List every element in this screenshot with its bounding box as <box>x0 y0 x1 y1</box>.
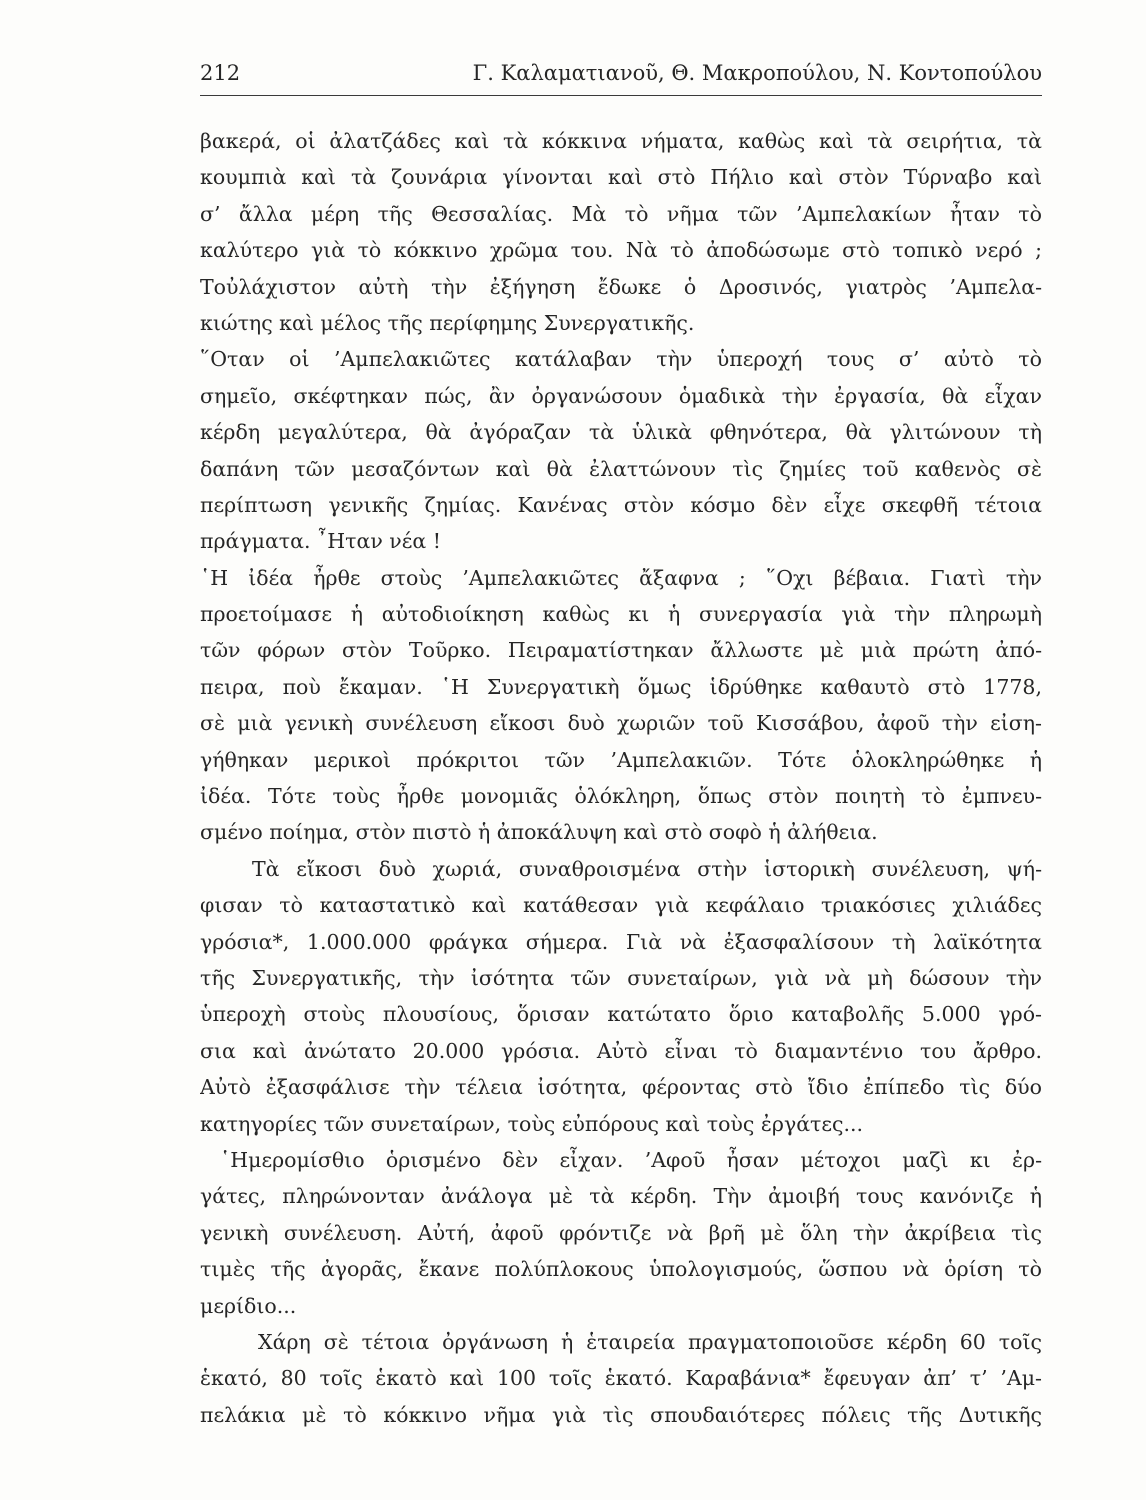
text-line: γάτες, πληρώνονταν ἀνάλογα μὲ τὰ κέρδη. Τὴν ἀμοιβή τους κανόνιζε ἡ <box>200 1184 1042 1209</box>
page-header <box>200 57 1042 89</box>
text-line: τῶν φόρων στὸν Τοῦρκο. Πειραματίστηκαν ἄλλωστε μὲ μιὰ πρώτη ἀπό- <box>200 638 1042 663</box>
text-line: ἑκατό, 80 τοῖς ἑκατὸ καὶ 100 τοῖς ἑκατό. Καραβάνια* ἔφευγαν ἀπ’ τ’ ’Αμ- <box>200 1366 1042 1391</box>
text-line: ῾Ημερομίσθιο ὁρισμένο δὲν εἶχαν. ’Αφοῦ ἦσαν μέτοχοι μαζὶ κι ἐρ- <box>220 1147 1042 1172</box>
text-line: σ’ ἄλλα μέρη τῆς Θεσσαλίας. Μὰ τὸ νῆμα τῶν ’Αμπελακίων ἦταν τὸ <box>200 201 1042 226</box>
text-line: γενικὴ συνέλευση. Αὐτή, ἀφοῦ φρόντιζε νὰ βρῆ μὲ ὅλη τὴν ἀκρίβεια τὶς <box>200 1220 1042 1245</box>
text-line: μερίδιο... <box>200 1293 297 1318</box>
page-number: 212 <box>200 61 241 85</box>
text-line: περίπτωση γενικῆς ζημίας. Κανένας στὸν κόσμο δὲν εἶχε σκεφθῆ τέτοια <box>200 492 1042 517</box>
text-line: Τὰ εἴκοσι δυὸ χωριά, συναθροισμένα στὴν ἱστορικὴ συνέλευση, ψή- <box>252 856 1042 881</box>
text-line: βακερά, οἱ ἀλατζάδες καὶ τὰ κόκκινα νήματα, καθὼς καὶ τὰ σειρήτια, τὰ <box>200 129 1042 153</box>
text-line: φισαν τὸ καταστατικὸ καὶ κατάθεσαν γιὰ κεφάλαιο τριακόσιες χιλιάδες <box>200 893 1042 918</box>
text-line: ὑπεροχὴ στοὺς πλουσίους, ὅρισαν κατώτατο ὅριο καταβολῆς 5.000 γρό- <box>200 1002 1042 1027</box>
running-head: Γ. Καλαματιανοῦ, Θ. Μακροπούλου, Ν. Κοντοπούλου <box>472 61 1042 85</box>
text-line: ἰδέα. Τότε τοὺς ἦρθε μονομιᾶς ὁλόκληρη, ὅπως στὸν ποιητὴ τὸ ἐμπνευ- <box>200 784 1042 809</box>
body-text <box>200 123 1042 1433</box>
text-line: δαπάνη τῶν μεσαζόντων καὶ θὰ ἐλαττώνουν τὶς ζημίες τοῦ καθενὸς σὲ <box>200 456 1042 481</box>
text-line: ῾Η ἰδέα ἦρθε στοὺς ’Αμπελακιῶτες ἄξαφνα ; ῞Οχι βέβαια. Γιατὶ τὴν <box>200 565 1042 590</box>
header-rule <box>200 95 1042 96</box>
text-line: κουμπιὰ καὶ τὰ ζουνάρια γίνονται καὶ στὸ Πήλιο καὶ στὸν Τύρναβο καὶ <box>200 165 1042 190</box>
text-line: κέρδη μεγαλύτερα, θὰ ἀγόραζαν τὰ ὑλικὰ φθηνότερα, θὰ γλιτώνουν τὴ <box>200 420 1042 445</box>
text-line: τιμὲς τῆς ἀγορᾶς, ἔκανε πολύπλοκους ὑπολογισμούς, ὥσπου νὰ ὁρίση τὸ <box>200 1257 1042 1282</box>
text-line: σια καὶ ἀνώτατο 20.000 γρόσια. Αὐτὸ εἶναι τὸ διαμαντένιο του ἄρθρο. <box>200 1038 1042 1063</box>
text-line: γήθηκαν μερικοὶ πρόκριτοι τῶν ’Αμπελακιῶν. Τότε ὁλοκληρώθηκε ἡ <box>200 747 1042 772</box>
text-line: καλύτερο γιὰ τὸ κόκκινο χρῶμα του. Νὰ τὸ ἀποδώσωμε στὸ τοπικὸ νερό ; <box>200 238 1042 263</box>
text-line: πράγματα. ῏Ηταν νέα ! <box>200 529 441 554</box>
text-line: πελάκια μὲ τὸ κόκκινο νῆμα γιὰ τὶς σπουδαιότερες πόλεις τῆς Δυτικῆς <box>200 1402 1042 1427</box>
text-line: κατηγορίες τῶν συνεταίρων, τοὺς εὐπόρους καὶ τοὺς ἐργάτες... <box>200 1111 864 1136</box>
text-line: πειρα, ποὺ ἔκαμαν. ῾Η Συνεργατικὴ ὅμως ἱδρύθηκε καθαυτὸ στὸ 1778, <box>200 674 1042 699</box>
text-line: σημεῖο, σκέφτηκαν πώς, ἂν ὀργανώσουν ὁμαδικὰ τὴν ἐργασία, θὰ εἶχαν <box>200 383 1042 408</box>
text-line: σμένο ποίημα, στὸν πιστὸ ἡ ἀποκάλυψη καὶ στὸ σοφὸ ἡ ἀλήθεια. <box>200 820 878 845</box>
text-line: κιώτης καὶ μέλος τῆς περίφημης Συνεργατικῆς. <box>200 310 695 335</box>
text-line: Χάρη σὲ τέτοια ὀργάνωση ἡ ἑταιρεία πραγματοποιοῦσε κέρδη 60 τοῖς <box>258 1329 1042 1354</box>
text-line: τῆς Συνεργατικῆς, τὴν ἰσότητα τῶν συνεταίρων, γιὰ νὰ μὴ δώσουν τὴν <box>200 965 1042 990</box>
text-line: σὲ μιὰ γενικὴ συνέλευση εἴκοσι δυὸ χωριῶν τοῦ Κισσάβου, ἀφοῦ τὴν εἰση- <box>200 711 1042 736</box>
text-line: Αὐτὸ ἐξασφάλισε τὴν τέλεια ἰσότητα, φέροντας στὸ ἴδιο ἐπίπεδο τὶς δύο <box>200 1075 1042 1100</box>
text-line: προετοίμασε ἡ αὐτοδιοίκηση καθὼς κι ἡ συνεργασία γιὰ τὴν πληρωμὴ <box>200 602 1042 627</box>
text-line: ῞Οταν οἱ ’Αμπελακιῶτες κατάλαβαν τὴν ὑπεροχή τους σ’ αὐτὸ τὸ <box>200 347 1042 372</box>
text-line: Τοὐλάχιστον αὐτὴ τὴν ἐξήγηση ἔδωκε ὁ Δροσινός, γιατρὸς ’Αμπελα- <box>200 274 1042 299</box>
text-line: γρόσια*, 1.000.000 φράγκα σήμερα. Γιὰ νὰ ἐξασφαλίσουν τὴ λαϊκότητα <box>200 929 1042 954</box>
